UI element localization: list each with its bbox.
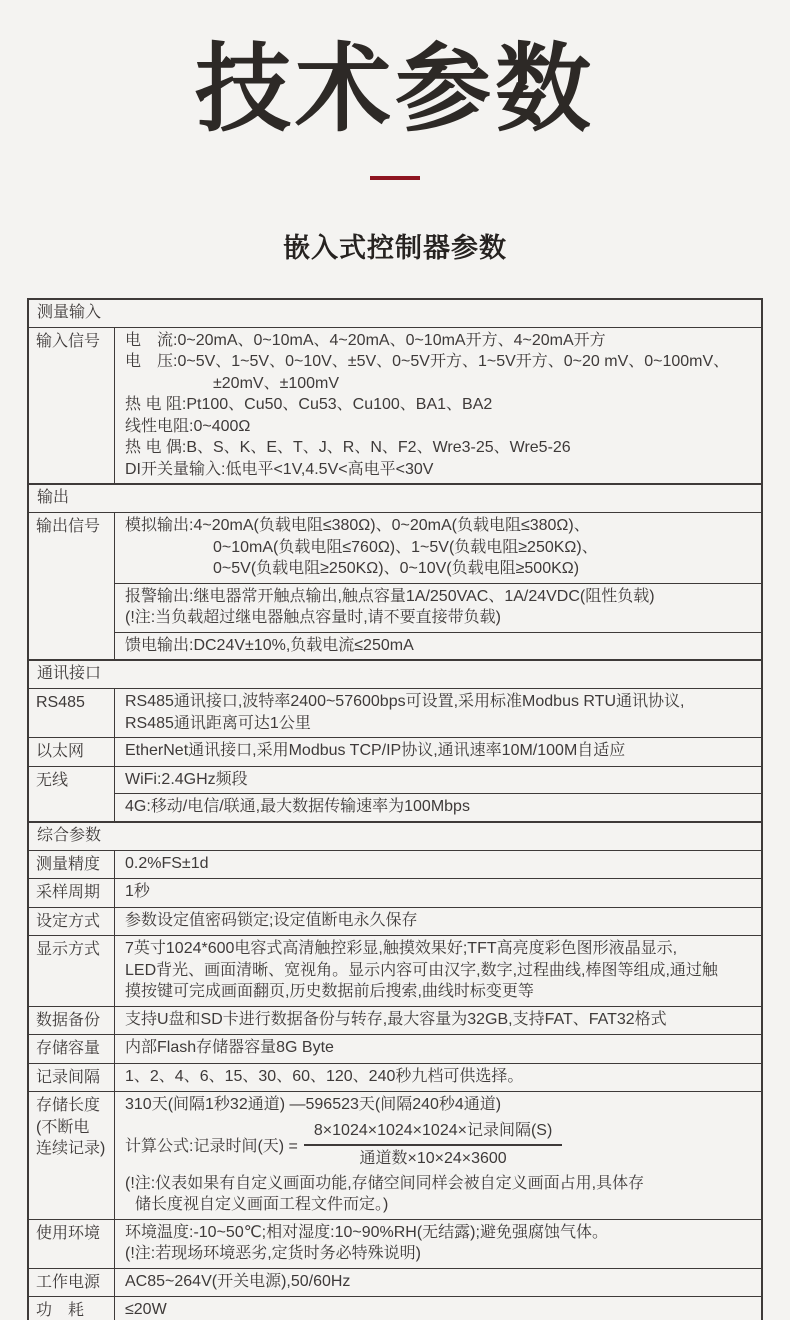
row-label: [29, 936, 115, 1006]
row-label-line: 功 耗: [36, 1302, 85, 1320]
row-label-line: 以太网: [36, 743, 85, 761]
row-content: [115, 1092, 761, 1219]
spec-line: 0~5V(负载电阻≥250KΩ)、0~10V(负载电阻≥500KΩ): [213, 560, 580, 578]
content-subcell: [115, 583, 761, 632]
content-subcell: [115, 908, 761, 935]
spec-line: 线性电阻:0~400Ω: [125, 417, 251, 435]
spec-row: [29, 1034, 761, 1063]
row-label-line: 输入信号: [36, 332, 101, 350]
row-content: [115, 1007, 761, 1035]
row-content: [115, 328, 761, 484]
spec-line: 1、2、4、6、15、30、60、120、240秒九档可供选择。: [125, 1067, 524, 1085]
spec-line: 0~10mA(负载电阻≤760Ω)、1~5V(负载电阻≥250KΩ)、: [213, 538, 598, 556]
spec-row: [29, 327, 761, 484]
content-subcell: [115, 936, 761, 1006]
spec-line: 摸按键可完成画面翻页,历史数据前后搜索,曲线时标变更等: [125, 983, 534, 1001]
row-label: [29, 513, 115, 659]
page-title: 技术参数: [195, 36, 595, 143]
spec-row: [29, 878, 761, 907]
row-content: [115, 1220, 761, 1268]
row-label: [29, 328, 115, 484]
row-content: [115, 908, 761, 936]
spec-line: 0.2%FS±1d: [125, 854, 209, 872]
page-subtitle: 嵌入式控制器参数: [283, 232, 507, 263]
spec-line: 电 流:0~20mA、0~10mA、4~20mA、0~10mA开方、4~20mA开方: [125, 331, 606, 349]
content-subcell: [115, 1269, 761, 1296]
spec-line: LED背光、画面清晰、宽视角。显示内容可由汉字,数字,过程曲线,棒图等组成,通过触: [125, 961, 718, 979]
row-content: [115, 689, 761, 737]
row-label: [29, 1297, 115, 1320]
section-header-row: [29, 483, 761, 512]
content-subcell: [115, 1220, 761, 1268]
spec-row: [29, 850, 761, 879]
formula-numerator: 8×1024×1024×1024×记录间隔(S): [304, 1121, 562, 1146]
content-subcell: [115, 328, 761, 484]
row-label: [29, 738, 115, 766]
row-content: [115, 1035, 761, 1063]
spec-line: WiFi:2.4GHz频段: [125, 770, 248, 788]
content-subcell: [115, 1007, 761, 1034]
row-label-line: 使用环境: [36, 1224, 101, 1242]
section-label: 输出: [37, 489, 70, 507]
content-subcell: [115, 851, 761, 878]
row-label-line: 设定方式: [36, 912, 101, 930]
content-subcell: [115, 879, 761, 906]
spec-line: 储长度视自定义画面工程文件而定。): [135, 1196, 389, 1214]
spec-line: ±20mV、±100mV: [213, 374, 340, 392]
spec-line: (!注:若现场环境恶劣,定货时务必特殊说明): [125, 1245, 421, 1263]
spec-row: [29, 737, 761, 766]
spec-line: 报警输出:继电器常开触点输出,触点容量1A/250VAC、1A/24VDC(阻性负载): [125, 587, 655, 605]
row-content: [115, 936, 761, 1006]
row-content: [115, 879, 761, 907]
spec-row: [29, 1219, 761, 1268]
row-label-line: 显示方式: [36, 941, 101, 959]
formula-prefix: 计算公式:记录时间(天) =: [125, 1138, 298, 1156]
section-header-row: [29, 659, 761, 688]
spec-line: 支持U盘和SD卡进行数据备份与转存,最大容量为32GB,支持FAT、FAT32格式: [125, 1010, 667, 1028]
spec-line: 电 压:0~5V、1~5V、0~10V、±5V、0~5V开方、1~5V开方、0~20 mV、0~100mV、: [125, 353, 730, 371]
row-label: [29, 879, 115, 907]
row-label: [29, 1064, 115, 1092]
row-label: [29, 1092, 115, 1219]
row-label-line: 测量精度: [36, 855, 101, 873]
row-content: [115, 767, 761, 821]
row-content: [115, 1297, 761, 1320]
row-content: [115, 851, 761, 879]
spec-line: 热 电 偶:B、S、K、E、T、J、R、N、F2、Wre3-25、Wre5-26: [125, 439, 571, 457]
row-label: [29, 908, 115, 936]
spec-row: [29, 935, 761, 1006]
row-label-line: RS485: [36, 694, 85, 712]
row-label-line: 采样周期: [36, 884, 101, 902]
spec-line: EtherNet通讯接口,采用Modbus TCP/IP协议,通讯速率10M/100M自适应: [125, 742, 626, 760]
spec-line: 310天(间隔1秒32通道) —596523天(间隔240秒4通道): [125, 1096, 502, 1114]
spec-row: [29, 1268, 761, 1297]
spec-line: 热 电 阻:Pt100、Cu50、Cu53、Cu100、BA1、BA2: [125, 396, 493, 414]
section-label: 通讯接口: [37, 665, 102, 683]
spec-line: 7英寸1024*600电容式高清触控彩显,触摸效果好;TFT高亮度彩色图形液晶显示,: [125, 940, 678, 958]
row-label: [29, 851, 115, 879]
content-subcell: [115, 1092, 761, 1219]
row-label: [29, 1220, 115, 1268]
row-label-line: 输出信号: [36, 518, 101, 536]
spec-row: [29, 907, 761, 936]
row-label-line: 无线: [36, 771, 69, 789]
spec-line: ≤20W: [125, 1301, 167, 1319]
spec-row: [29, 1063, 761, 1092]
spec-row: [29, 1091, 761, 1219]
spec-line: (!注:当负载超过继电器触点容量时,请不要直接带负载): [125, 609, 501, 627]
row-label-line: 存储容量: [36, 1040, 101, 1058]
content-subcell: [115, 689, 761, 737]
row-label-line: 存储长度: [36, 1097, 101, 1115]
spec-table: [27, 298, 763, 1320]
row-label-line: 连续记录): [36, 1140, 106, 1158]
section-label: 综合参数: [37, 826, 102, 844]
spec-line: 馈电输出:DC24V±10%,负载电流≤250mA: [125, 636, 414, 654]
record-time-formula: [125, 1121, 757, 1169]
row-content: [115, 1269, 761, 1297]
content-subcell: [115, 738, 761, 765]
row-label: [29, 1007, 115, 1035]
spec-line: 内部Flash存储器容量8G Byte: [125, 1039, 334, 1057]
row-label-line: (不断电: [36, 1118, 90, 1136]
row-label-line: 记录间隔: [36, 1068, 101, 1086]
row-label-line: 工作电源: [36, 1273, 101, 1291]
spec-row: [29, 1006, 761, 1035]
spec-row: [29, 766, 761, 821]
row-label: [29, 1269, 115, 1297]
spec-line: 模拟输出:4~20mA(负载电阻≤380Ω)、0~20mA(负载电阻≤380Ω)、: [125, 517, 590, 535]
content-subcell: [115, 1297, 761, 1320]
content-subcell: [115, 1035, 761, 1062]
row-label-line: 数据备份: [36, 1011, 101, 1029]
formula-denominator: 通道数×10×24×3600: [359, 1149, 507, 1167]
row-label: [29, 1035, 115, 1063]
row-content: [115, 513, 761, 659]
spec-line: RS485通讯接口,波特率2400~57600bps可设置,采用标准Modbus RTU通讯协议,: [125, 693, 685, 711]
row-label: [29, 689, 115, 737]
row-content: [115, 1064, 761, 1092]
spec-line: 4G:移动/电信/联通,最大数据传输速率为100Mbps: [125, 798, 470, 816]
section-header-row: [29, 300, 761, 327]
spec-line: DI开关量输入:低电平<1V,4.5V<高电平<30V: [125, 460, 434, 478]
content-subcell: [115, 1064, 761, 1091]
spec-row: [29, 688, 761, 737]
content-subcell: [115, 513, 761, 583]
spec-line: 参数设定值密码锁定;设定值断电永久保存: [125, 911, 418, 929]
row-content: [115, 738, 761, 766]
spec-row: [29, 512, 761, 659]
spec-line: 1秒: [125, 883, 150, 901]
content-subcell: [115, 767, 761, 794]
spec-row: [29, 1296, 761, 1320]
formula-fraction: [304, 1121, 562, 1169]
section-header-row: [29, 821, 761, 850]
spec-line: RS485通讯距离可达1公里: [125, 714, 311, 732]
content-subcell: [115, 632, 761, 660]
spec-line: AC85~264V(开关电源),50/60Hz: [125, 1272, 351, 1290]
row-label: [29, 767, 115, 821]
spec-line: (!注:仪表如果有自定义画面功能,存储空间同样会被自定义画面占用,具体存: [125, 1174, 645, 1192]
section-label: 测量输入: [37, 303, 102, 321]
spec-line: 环境温度:-10~50℃;相对湿度:10~90%RH(无结露);避免强腐蚀气体。: [125, 1223, 608, 1241]
content-subcell: [115, 793, 761, 821]
